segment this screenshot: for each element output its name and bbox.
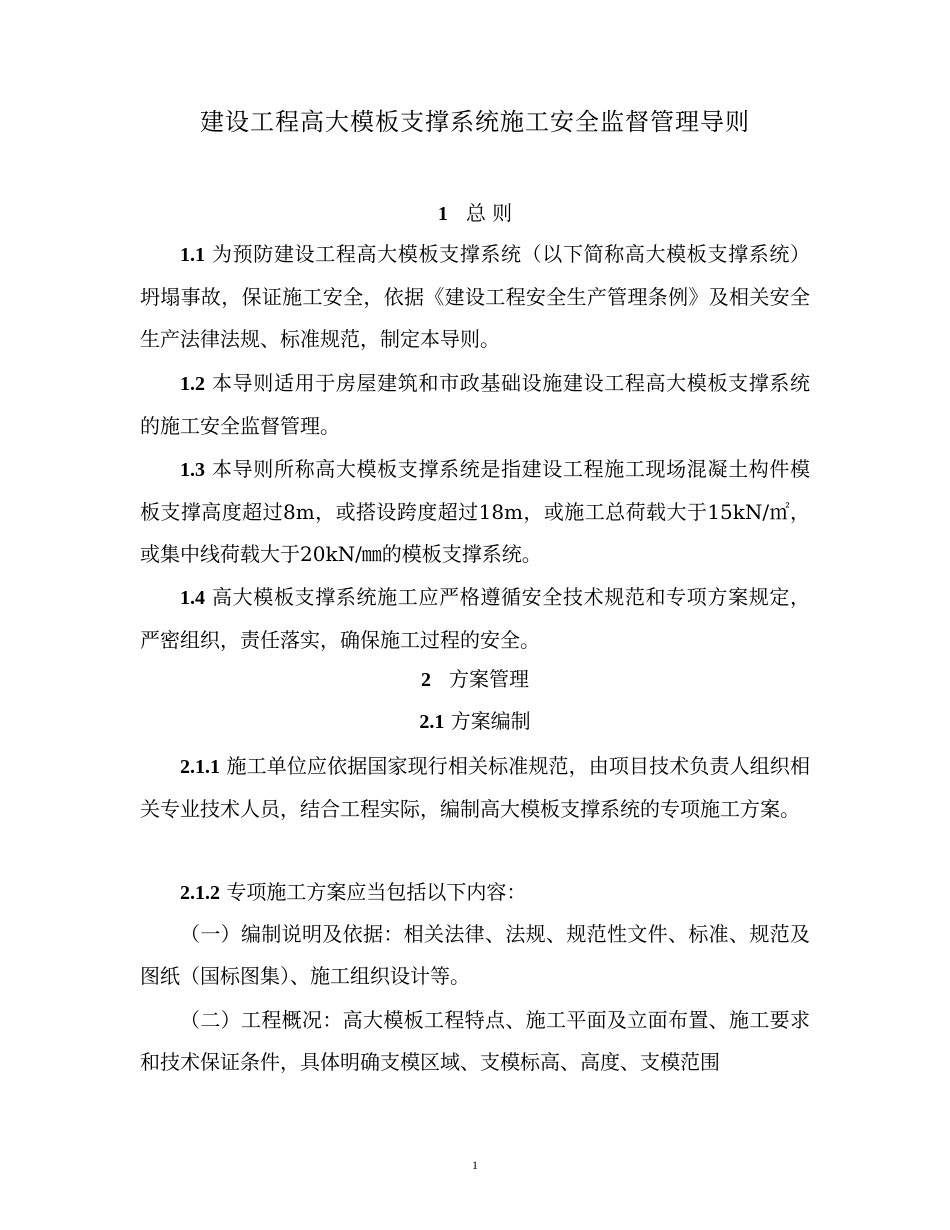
clause-number: 2.1.1: [180, 756, 220, 778]
list-item-text: （二）工程概况：高大模板工程特点、施工平面及立面布置、施工要求和技术保证条件，具体明确支模区域、支模标高、高度、支模范围: [140, 1008, 810, 1074]
page-number: 1: [472, 1158, 478, 1172]
list-item-1: [140, 913, 810, 997]
section-1-title: 总 则: [465, 201, 513, 225]
paragraph-1-3: [140, 448, 810, 575]
clause-text: 高大模板支撑系统施工应严格遵循安全技术规范和专项方案规定，严密组织，责任落实，确保施工过程的安全。: [140, 585, 811, 652]
paragraph-1-1: [140, 233, 810, 360]
section-2-1-title: 方案编制: [450, 709, 531, 733]
section-2-1-number: 2.1: [419, 711, 445, 733]
section-1-number: 1: [437, 203, 448, 225]
clause-text: 施工单位应依据国家现行相关标准规范，由项目技术负责人组织相关专业技术人员，结合工程实际，编制高大模板支撑系统的专项施工方案。: [140, 754, 810, 821]
list-item-2: [140, 999, 810, 1083]
clause-text: 专项施工方案应当包括以下内容：: [226, 880, 527, 904]
section-1-heading: [0, 196, 950, 231]
clause-number: 2.1.2: [180, 882, 220, 904]
section-2-title: 方案管理: [449, 667, 529, 691]
section-2-number: 2: [421, 669, 431, 691]
clause-text: 本导则所称高大模板支撑系统是指建设工程施工现场混凝土构件模板支撑高度超过8m，或搭设跨度超过18m，或施工总荷载大于15kN/㎡，或集中线荷载大于20kN/㎜的模板支撑系统。: [140, 457, 811, 566]
paragraph-1-2: [140, 362, 810, 447]
clause-number: 1.2: [180, 373, 205, 395]
clause-text: 为预防建设工程高大模板支撑系统（以下简称高大模板支撑系统）坍塌事故，保证施工安全，依据《建设工程安全生产管理条例》及相关安全生产法律法规、标准规范，制定本导则。: [140, 242, 811, 351]
clause-number: 1.1: [180, 244, 205, 266]
paragraph-2-1-1: [140, 745, 810, 830]
paragraph-1-4: [140, 576, 810, 661]
paragraph-2-1-2: [140, 871, 810, 914]
clause-text: 本导则适用于房屋建筑和市政基础设施建设工程高大模板支撑系统的施工安全监督管理。: [140, 371, 811, 438]
section-2-1-heading: [0, 704, 950, 739]
section-2-heading: [0, 662, 950, 697]
clause-number: 1.4: [180, 587, 205, 609]
clause-number: 1.3: [180, 459, 205, 481]
list-item-text: （一）编制说明及依据：相关法律、法规、规范性文件、标准、规范及图纸（国标图集）、施工组织设计等。: [140, 922, 810, 988]
document-title: 建设工程高大模板支撑系统施工安全监督管理导则: [200, 108, 750, 136]
